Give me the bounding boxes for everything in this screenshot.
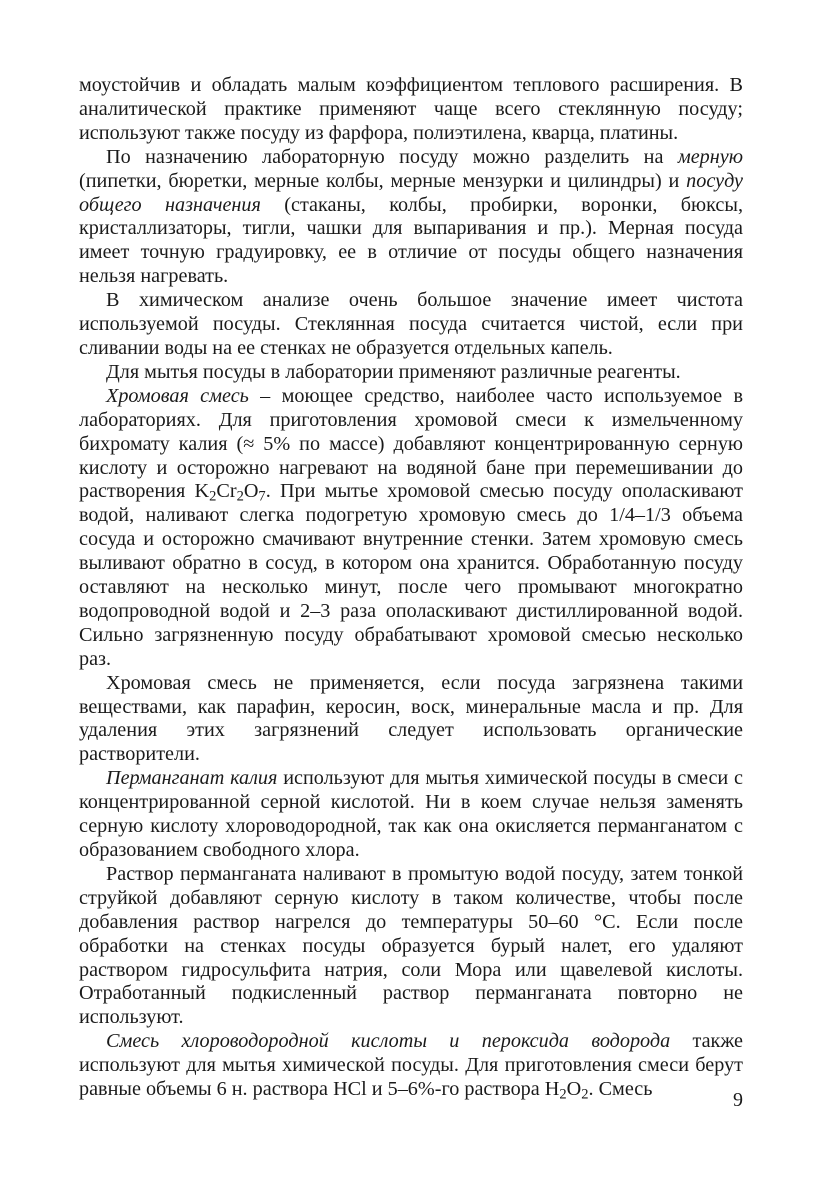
subscript: 2 (581, 1086, 589, 1103)
paragraph-cleanliness (79, 289, 743, 361)
paragraph-chromic-limitations (79, 672, 743, 768)
paragraph-glassware-types (79, 146, 743, 289)
term-hcl-peroxide-mixture: Смесь хлороводородной кислоты и пероксида водорода (106, 1030, 671, 1053)
term-general-purpose: посуду общего назначения (79, 169, 743, 216)
paragraph-text: – моющее средство, наиболее часто используемое в лабораториях. Для приготовления хромовой смеси к измельченному бихромату калия (≈ 5% по массе) добавляют концентрированную серную кислоту и осторожно нагревают на водяной бане при перемешивании до растворения K (79, 384, 743, 503)
paragraph-text: также используют для мытья химической посуды. Для приготовления смеси берут равные объемы 6 н. раствора HCl и 5–6%-го раствора H (79, 1030, 744, 1101)
paragraph-permanganate-procedure (79, 863, 743, 1030)
paragraph-text: . Смесь (588, 1078, 653, 1101)
paragraph-text: (стаканы, колбы, пробирки, воронки, бюксы, кристаллизаторы, тигли, чашки для выпаривания и пр.). Мерная посуда имеет точную градуировку, ее в отличие от посуды общего назначения нельзя нагревать. (79, 193, 743, 288)
subscript: 7 (258, 489, 266, 506)
paragraph-text: В химическом анализе очень большое значение имеет чистота используемой посуды. Стеклянная посуда считается чистой, если при сливании воды на ее стенках не образуется отдельных капель. (79, 289, 743, 359)
paragraph-chromic-mixture (79, 385, 743, 672)
paragraph-text: По назначению лабораторную посуду можно разделить на (106, 145, 678, 168)
paragraph-text: используют для мытья химической посуды в смеси с концентрированной серной кислотой. Ни в коем случае нельзя заменять серную кислоту хлороводородной, так как она окисляется перманганатом с образованием свободного хлора. (79, 767, 743, 861)
subscript: 2 (559, 1086, 567, 1103)
page-body (79, 74, 743, 1102)
subscript: 2 (236, 489, 244, 506)
paragraph-text: Для мытья посуды в лаборатории применяют различные реагенты. (106, 360, 681, 383)
formula-text: O (566, 1078, 582, 1101)
paragraph-text: (пипетки, бюретки, мерные колбы, мерные мензурки и цилиндры) и (79, 169, 687, 192)
paragraph-permanganate (79, 767, 743, 863)
term-volumetric: мерную (677, 145, 743, 168)
paragraph-text: . При мытье хромовой смесью посуду ополаскивают водой, наливают слегка подогретую хромовую смесь до 1/4–1/3 объема сосуда и осторожно смачивают внутренние стенки. Затем хромовую смесь выливают обратно в сосуд, в котором она хранится. Обработанную посуду оставляют на несколько минут, после чего промывают многократно водопроводной водой и 2–3 раза ополаскивают дистиллированной водой. Сильно загрязненную посуду обрабатывают хромовой смесью несколько раз. (79, 480, 744, 670)
paragraph-reagents (79, 361, 743, 385)
term-chromic-mixture: Хромовая смесь (106, 384, 249, 407)
subscript: 2 (209, 489, 217, 506)
term-permanganate: Перманганат калия (106, 767, 278, 790)
formula-text: O (243, 480, 259, 503)
page-number: 9 (733, 1089, 743, 1111)
paragraph-text: моустойчив и обладать малым коэффициентом теплового расширения. В аналитической практике применяют чаще всего стеклянную посуду; используют также посуду из фарфора, полиэтилена, кварца, платины. (79, 74, 743, 144)
paragraph-glassware-materials (79, 74, 743, 146)
formula-text: Cr (216, 480, 237, 503)
paragraph-hcl-peroxide (79, 1030, 743, 1102)
paragraph-text: Раствор перманганата наливают в промытую водой посуду, затем тонкой струйкой добавляют серную кислоту в таком количестве, чтобы после добавления раствор нагрелся до температуры 50–60 °С. Если после обработки на стенках посуды образуется бурый налет, его удаляют раствором гидросульфита натрия, соли Мора или щавелевой кислоты. Отработанный подкисленный раствор перманганата повторно не используют. (79, 862, 743, 1029)
paragraph-text: Хромовая смесь не применяется, если посуда загрязнена такими веществами, как парафин, керосин, воск, минеральные масла и пр. Для удаления этих загрязнений следует использовать органические растворители. (79, 671, 743, 766)
